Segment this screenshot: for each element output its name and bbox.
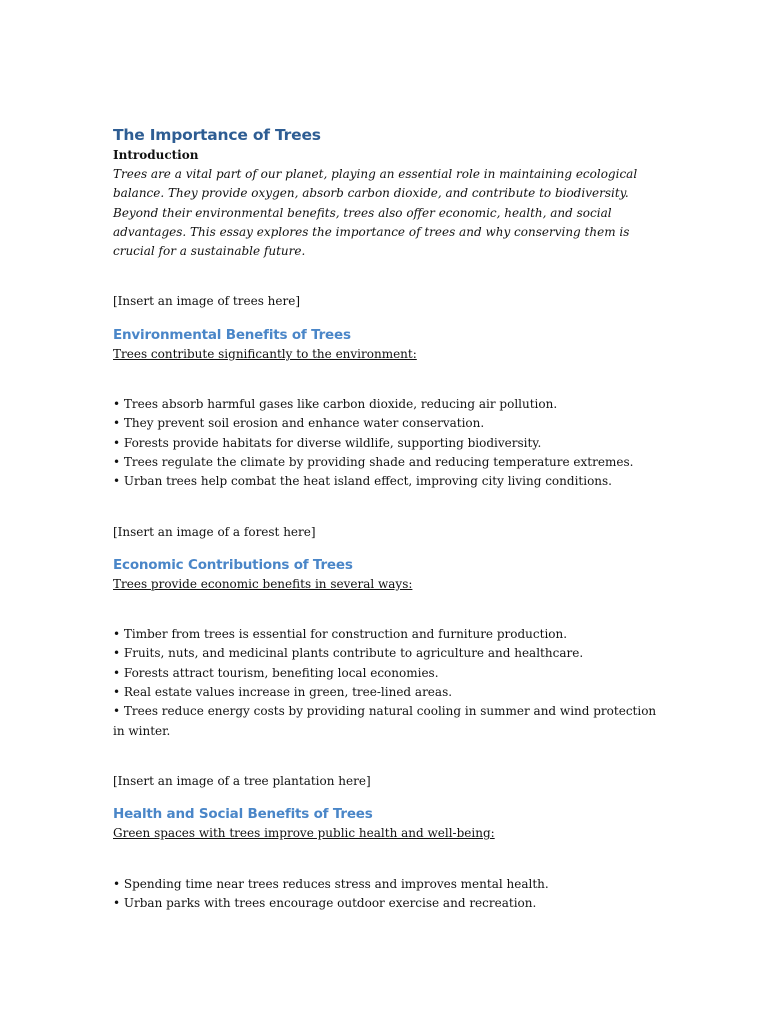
document-title: The Importance of Trees	[113, 126, 321, 144]
bullet-list-economic	[113, 625, 658, 741]
list-item: • They prevent soil erosion and enhance water conservation.	[113, 416, 485, 431]
bullet-list-health-social	[113, 875, 658, 914]
document-page	[113, 124, 658, 913]
list-item: • Urban parks with trees encourage outdoor exercise and recreation.	[113, 895, 537, 910]
image-placeholder-plantation: [Insert an image of a tree plantation here]	[113, 773, 371, 788]
list-item: • Forests attract tourism, benefiting local economies.	[113, 665, 439, 680]
section-lead-economic: Trees provide economic benefits in several ways:	[113, 576, 413, 591]
bullet-list-environmental	[113, 395, 658, 491]
section-heading-economic: Economic Contributions of Trees	[113, 556, 353, 573]
list-item: • Trees regulate the climate by providing shade and reducing temperature extremes.	[113, 454, 634, 469]
section-heading-health-social: Health and Social Benefits of Trees	[113, 806, 373, 823]
list-item: • Urban trees help combat the heat island effect, improving city living conditions.	[113, 474, 612, 489]
list-item: • Fruits, nuts, and medicinal plants contribute to agriculture and healthcare.	[113, 646, 584, 661]
introduction-paragraph: Trees are a vital part of our planet, playing an essential role in maintaining ecological balance. They provide oxygen, absorb carbon dioxide, and contribute to biodiversity. Beyond their environmental benefits, trees also offer economic, health, and social advantages. This essay explores the importance of trees and why conserving them is crucial for a sustainable future.	[113, 167, 638, 259]
list-item: • Forests provide habitats for diverse wildlife, supporting biodiversity.	[113, 435, 542, 450]
section-heading-environmental: Environmental Benefits of Trees	[113, 326, 351, 343]
list-item: • Real estate values increase in green, tree-lined areas.	[113, 685, 453, 700]
section-lead-health-social: Green spaces with trees improve public health and well-being:	[113, 826, 495, 841]
section-lead-environmental: Trees contribute significantly to the environment:	[113, 346, 417, 361]
image-placeholder-forest: [Insert an image of a forest here]	[113, 524, 316, 539]
introduction-heading: Introduction	[113, 148, 199, 162]
list-item: • Spending time near trees reduces stress and improves mental health.	[113, 876, 549, 891]
list-item: • Timber from trees is essential for construction and furniture production.	[113, 627, 568, 642]
image-placeholder-trees: [Insert an image of trees here]	[113, 294, 301, 309]
list-item: • Trees absorb harmful gases like carbon dioxide, reducing air pollution.	[113, 397, 558, 412]
list-item: • Trees reduce energy costs by providing natural cooling in summer and wind protection in winter.	[113, 704, 657, 738]
